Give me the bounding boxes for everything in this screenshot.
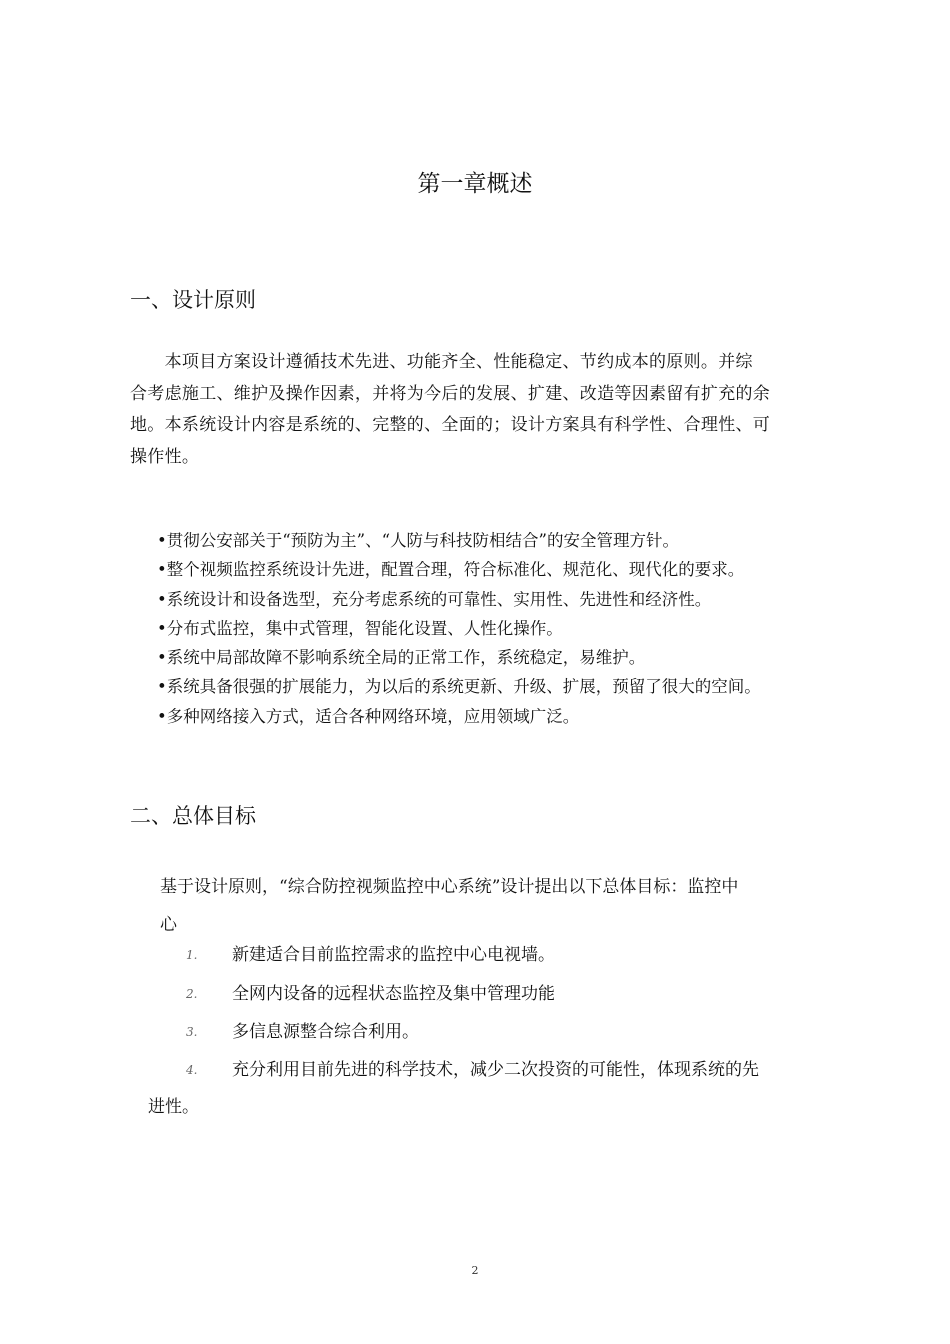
paragraph-line: 操作性。 [130, 446, 200, 467]
bullet-item: •整个视频监控系统设计先进，配置合理，符合标准化、规范化、现代化的要求。 [157, 560, 745, 580]
goal-number: 2. [186, 987, 198, 1001]
chapter-title: 第一章概述 [417, 171, 533, 197]
goal-text-continuation: 进性。 [148, 1097, 199, 1117]
page-number: 2 [471, 1264, 479, 1277]
design-principles-bullet-list [157, 526, 761, 731]
goal-text: 充分利用目前先进的科学技术，减少二次投资的可能性，体现系统的先 [232, 1060, 759, 1080]
intro-line: 基于设计原则，“综合防控视频监控中心系统”设计提出以下总体目标：监控中 [160, 877, 739, 897]
goal-text: 全网内设备的远程状态监控及集中管理功能 [232, 984, 555, 1004]
paragraph-line: 地。本系统设计内容是系统的、完整的、全面的；设计方案具有科学性、合理性、可 [130, 415, 771, 435]
bullet-item: •贯彻公安部关于“预防为主”、“人防与科技防相结合”的安全管理方针。 [157, 531, 679, 550]
section-heading-overall-goals: 二、总体目标 [130, 804, 256, 828]
bullet-item: •分布式监控，集中式管理，智能化设置、人性化操作。 [157, 618, 563, 638]
goal-text: 多信息源整合综合利用。 [232, 1022, 419, 1042]
design-principles-paragraph [130, 347, 842, 473]
overall-goals-intro [160, 868, 850, 944]
goal-text: 新建适合目前监控需求的监控中心电视墙。 [232, 945, 555, 965]
paragraph-line: 本项目方案设计遵循技术先进、功能齐全、性能稳定、节约成本的原则。并综 [130, 352, 753, 372]
paragraph-line: 合考虑施工、维护及操作因素，并将为今后的发展、扩建、改造等因素留有扩充的余 [130, 383, 771, 404]
bullet-item: •多种网络接入方式，适合各种网络环境，应用领域广泛。 [157, 706, 580, 726]
goal-number: 4. [186, 1063, 198, 1077]
section-heading-design-principles: 一、设计原则 [130, 288, 256, 312]
goal-number: 1. [186, 948, 198, 962]
goal-number: 3. [186, 1025, 198, 1039]
bullet-item: •系统具备很强的扩展能力，为以后的系统更新、升级、扩展，预留了很大的空间。 [157, 677, 761, 697]
bullet-item: •系统设计和设备选型，充分考虑系统的可靠性、实用性、先进性和经济性。 [157, 589, 712, 609]
bullet-item: •系统中局部故障不影响系统全局的正常工作，系统稳定，易维护。 [157, 648, 646, 668]
intro-line: 心 [160, 915, 177, 935]
